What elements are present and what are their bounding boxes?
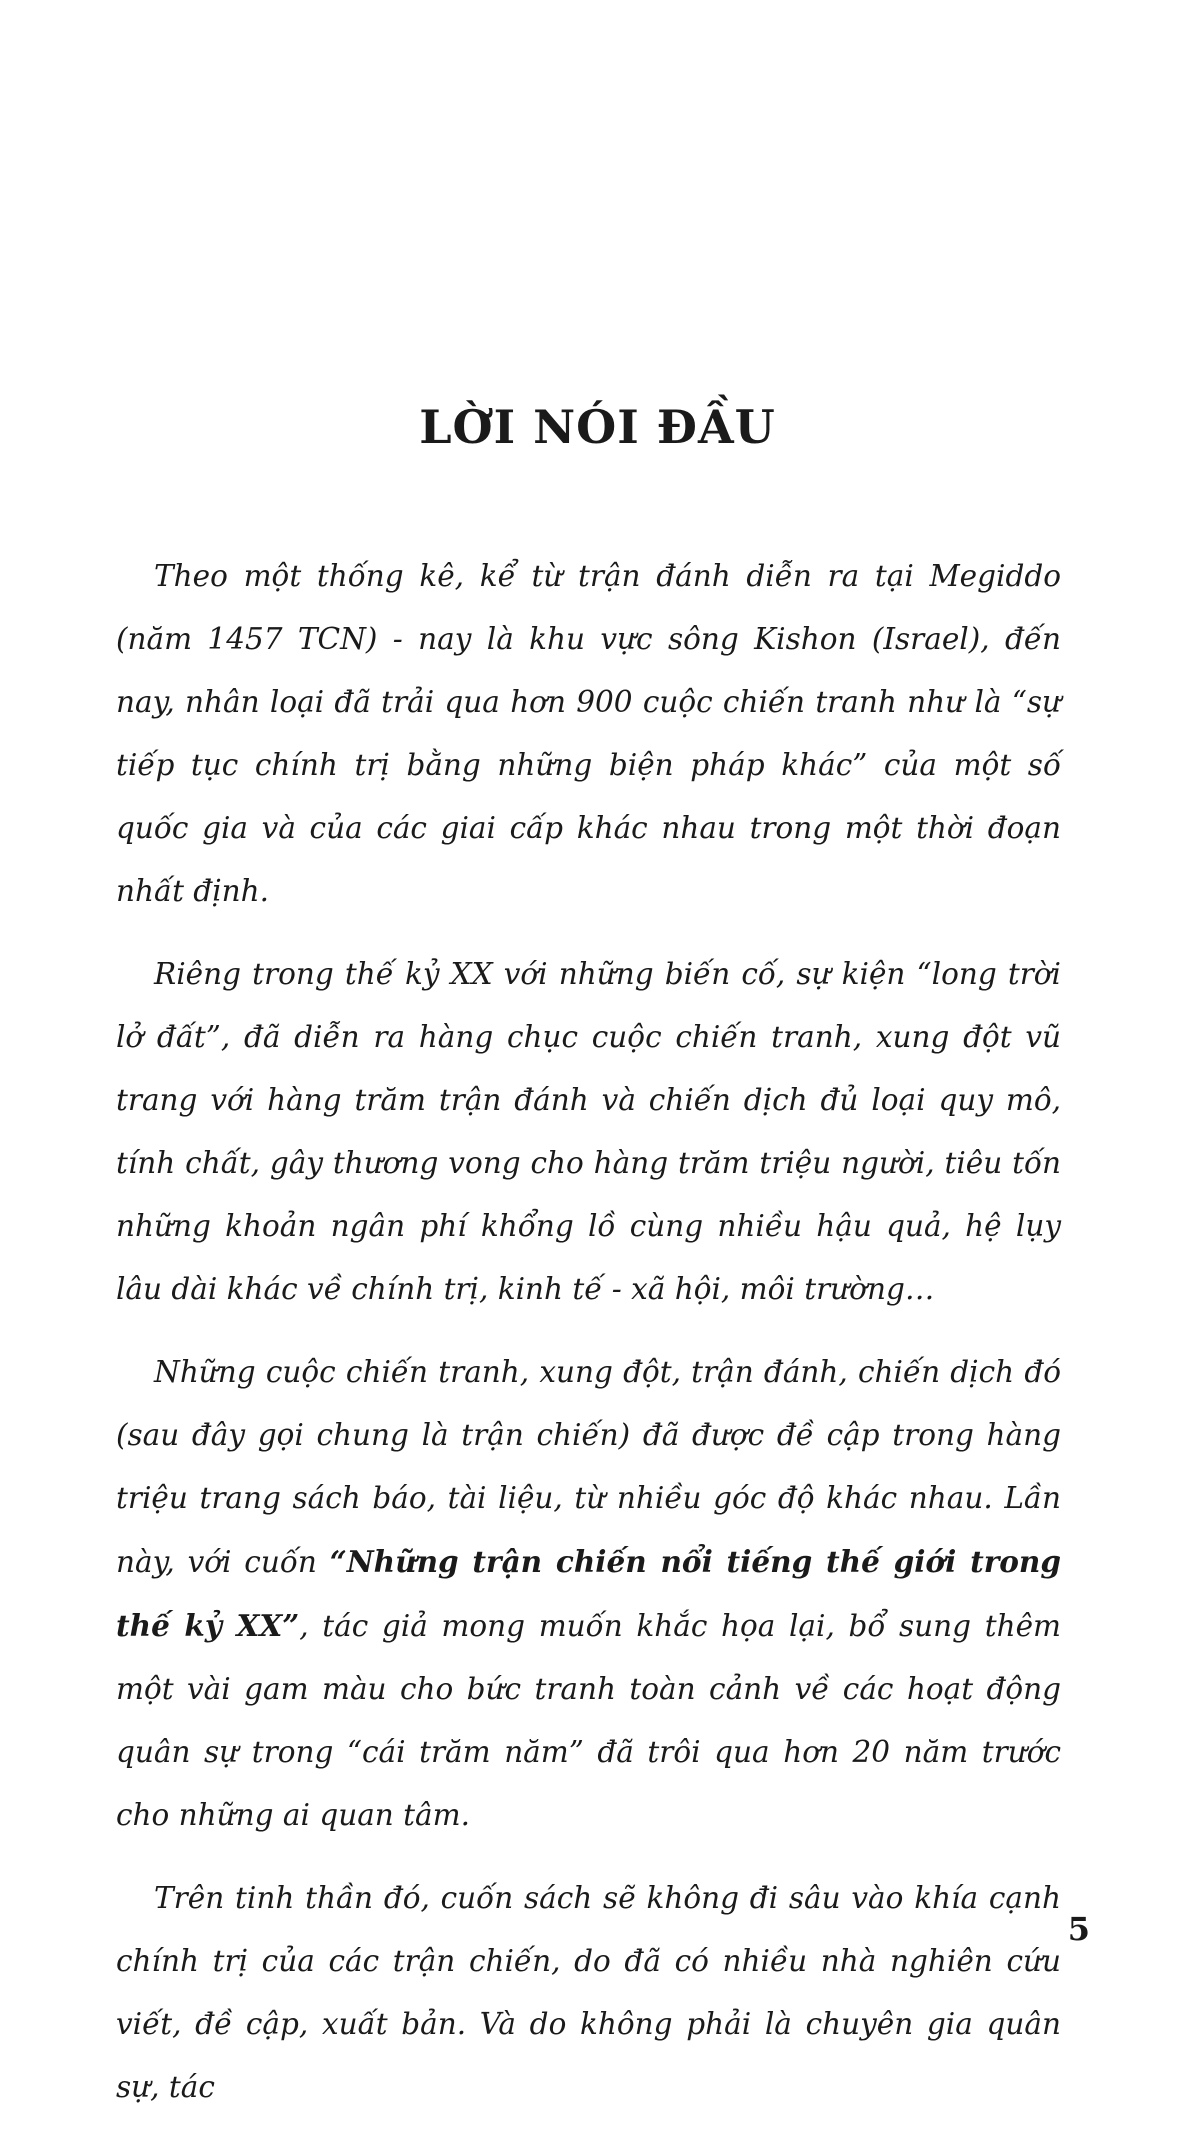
paragraph-2: Riêng trong thế kỷ XX với những biến cố, sự kiện “long trời lở đất”, đã diễn ra hàng chục cuộc chiến tranh, xung đột vũ trang với hàng trăm trận đánh và chiến dịch đủ loại quy mô, tính chất, gây thương vong cho hàng trăm triệu người, tiêu tốn những khoản ngân phí khổng lồ cùng nhiều hậu quả, hệ lụy lâu dài khác về chính trị, kinh tế - xã hội, môi trường… — [116, 957, 1061, 1306]
paragraph-4: Trên tinh thần đó, cuốn sách sẽ không đi sâu vào khía cạnh chính trị của các trận chiến, do đã có nhiều nhà nghiên cứu viết, đề cập, xuất bản. Và do không phải là chuyên gia quân sự, tác — [116, 1881, 1061, 2104]
body-text — [116, 545, 1061, 2139]
book-title-emphasis: “Những trận chiến nổi tiếng thế giới trong thế kỷ XX” — [116, 1544, 1061, 1643]
page-number: 5 — [1067, 1910, 1090, 1948]
paragraph-3-after: , tác giả mong muốn khắc họa lại, bổ sung thêm một vài gam màu cho bức tranh toàn cảnh về các hoạt động quân sự trong “cái trăm năm” đã trôi qua hơn 20 năm trước cho những ai quan tâm. — [116, 1609, 1061, 1832]
page-title: LỜI NÓI ĐẦU — [419, 400, 776, 454]
paragraph-3-before: Những cuộc chiến tranh, xung đột, trận đánh, chiến dịch đó (sau đây gọi chung là trận chiến) đã được đề cập trong hàng triệu trang sách báo, tài liệu, từ nhiều góc độ khác nhau. Lần này, với cuốn — [116, 1355, 1061, 1579]
paragraph-1: Theo một thống kê, kể từ trận đánh diễn ra tại Megiddo (năm 1457 TCN) - nay là khu vực sông Kishon (Israel), đến nay, nhân loại đã trải qua hơn 900 cuộc chiến tranh như là “sự tiếp tục chính trị bằng những biện pháp khác” của một số quốc gia và của các giai cấp khác nhau trong một thời đoạn nhất định. — [116, 559, 1061, 908]
paragraph-3 — [116, 1341, 1061, 1847]
